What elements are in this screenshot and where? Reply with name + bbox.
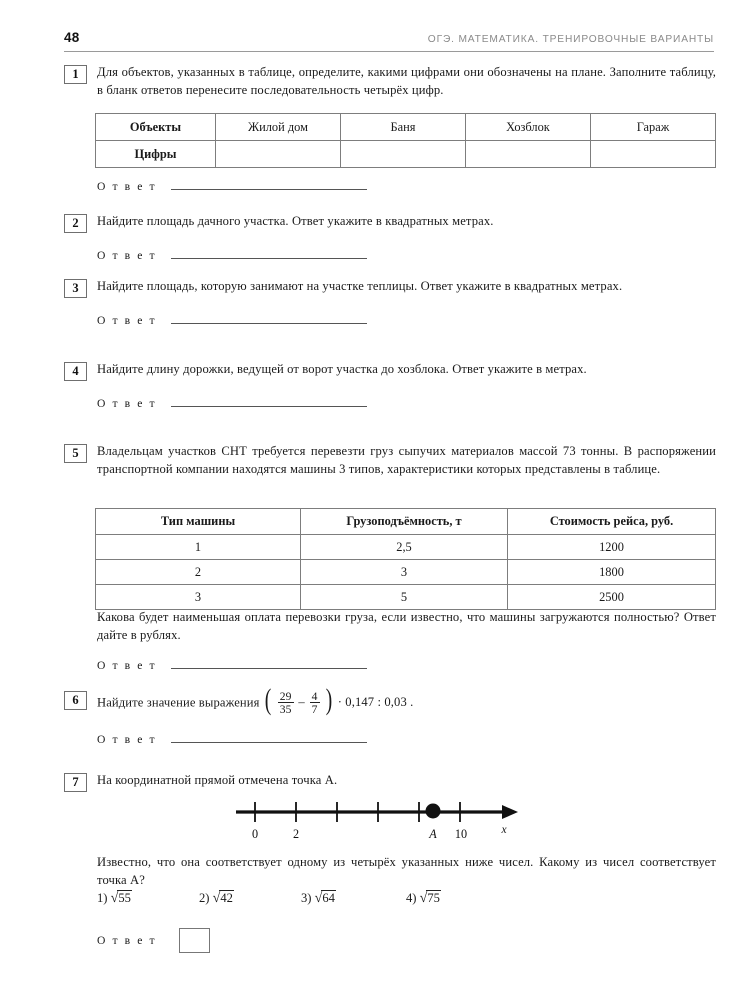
- task-6: [64, 683, 716, 746]
- trucks-col-header: Тип машины: [96, 509, 301, 535]
- truck-type-cell: 1: [96, 535, 301, 560]
- digits-row-header: Цифры: [96, 141, 216, 168]
- sqrt-icon: √55: [110, 891, 131, 906]
- header-title: ОГЭ. МАТЕМАТИКА. ТРЕНИРОВОЧНЫЕ ВАРИАНТЫ: [427, 34, 714, 45]
- object-cell: Гараж: [591, 114, 716, 141]
- option-2[interactable]: [199, 891, 301, 907]
- task-7-text: На координатной прямой отмечена точка A.: [97, 773, 338, 787]
- task-5-number: 5: [64, 444, 87, 463]
- task-6-expression: ( $\frac{29}{35}$ – $\frac{4}{7}$ ) · 0,147 : 0,03 .: [264, 683, 414, 717]
- answer-label: О т в е т: [97, 397, 157, 410]
- task-7-followup-text: Известно, что она соответствует одному из четырёх указанных ниже чисел. Какому из чисел соответствует точка A?: [97, 855, 716, 887]
- task-7-followup: [64, 854, 716, 889]
- option-1[interactable]: [97, 891, 199, 907]
- task-4: [64, 361, 716, 410]
- option-3[interactable]: [301, 891, 406, 907]
- table-row: [96, 114, 716, 141]
- sqrt-icon: √64: [314, 891, 335, 906]
- truck-cost-cell: 2500: [508, 585, 716, 610]
- table-row: [96, 535, 716, 560]
- task-4-text: Найдите длину дорожки, ведущей от ворот участка до хозблока. Ответ укажите в метрах.: [97, 362, 587, 376]
- option-4-radicand: 75: [427, 891, 440, 905]
- truck-cost-cell: 1800: [508, 560, 716, 585]
- answer-field-5[interactable]: [171, 667, 367, 669]
- number-line-figure: [232, 793, 522, 843]
- task-5-text: Владельцам участков СНТ требуется перевезти груз сыпучих материалов массой 73 тонны. В распоряжении транспортной компании находятся машины 3 типов, характеристики которых представлены в таблице.: [97, 444, 716, 476]
- task-7: [64, 772, 716, 792]
- tick-label-0: 0: [251, 827, 259, 841]
- answer-field-6[interactable]: [171, 741, 367, 743]
- fraction-4-7: $\frac{4}{7}$: [311, 689, 318, 717]
- task-1-answer: [64, 180, 716, 193]
- digit-input-cell[interactable]: [466, 141, 591, 168]
- answer-label: О т в е т: [97, 732, 157, 746]
- task-3: [64, 278, 716, 327]
- header-divider: [64, 51, 714, 52]
- option-4[interactable]: [406, 891, 441, 907]
- object-cell: Жилой дом: [216, 114, 341, 141]
- digit-input-cell[interactable]: [216, 141, 341, 168]
- objects-table: [95, 113, 716, 168]
- task-1-number: 1: [64, 65, 87, 84]
- truck-capacity-cell: 2,5: [301, 535, 508, 560]
- number-line-labels: [232, 793, 522, 843]
- expression-tail: · 0,147 : 0,03 .: [337, 695, 414, 710]
- sqrt-icon: √42: [212, 891, 233, 906]
- page-number: 48: [64, 30, 80, 45]
- task-6-text: Найдите значение выражения: [97, 695, 260, 710]
- task-6-number: 6: [64, 691, 87, 710]
- option-1-marker: 1): [97, 891, 108, 905]
- task-7-number: 7: [64, 773, 87, 792]
- table-row: [96, 141, 716, 168]
- tick-label-10: 10: [454, 827, 468, 841]
- sqrt-icon: √75: [419, 891, 440, 906]
- task-3-text: Найдите площадь, которую занимают на участке теплицы. Ответ укажите в квадратных метрах.: [97, 279, 623, 293]
- table-row: [96, 585, 716, 610]
- objects-row-header: Объекты: [96, 114, 216, 141]
- fraction-29-35: $\frac{29}{35}$: [279, 689, 292, 717]
- task-7-options: [64, 891, 716, 953]
- task-4-number: 4: [64, 362, 87, 381]
- truck-capacity-cell: 3: [301, 560, 508, 585]
- answer-box-7[interactable]: [179, 928, 210, 953]
- object-cell: Хозблок: [466, 114, 591, 141]
- answer-field-3[interactable]: [171, 322, 367, 324]
- option-3-radicand: 64: [322, 891, 335, 905]
- digit-input-cell[interactable]: [341, 141, 466, 168]
- option-3-marker: 3): [301, 891, 312, 905]
- option-2-radicand: 42: [220, 891, 233, 905]
- tick-label-2: 2: [292, 827, 300, 841]
- task-2: [64, 213, 716, 262]
- option-2-marker: 2): [199, 891, 210, 905]
- answer-label: О т в е т: [97, 934, 157, 947]
- task-2-text: Найдите площадь дачного участка. Ответ укажите в квадратных метрах.: [97, 214, 494, 228]
- answer-field-1[interactable]: [171, 188, 367, 190]
- truck-type-cell: 2: [96, 560, 301, 585]
- digit-input-cell[interactable]: [591, 141, 716, 168]
- truck-cost-cell: 1200: [508, 535, 716, 560]
- task-2-number: 2: [64, 214, 87, 233]
- trucks-col-header: Грузоподъёмность, т: [301, 509, 508, 535]
- table-row: [96, 560, 716, 585]
- task-5: [64, 443, 716, 478]
- trucks-table: [95, 508, 716, 610]
- task-5-followup-text: Какова будет наименьшая оплата перевозки груза, если известно, что машины загружаются полностью? Ответ дайте в рублях.: [97, 610, 716, 642]
- answer-label: О т в е т: [97, 659, 157, 673]
- option-4-marker: 4): [406, 891, 417, 905]
- page-header: [64, 30, 714, 45]
- answer-label: О т в е т: [97, 180, 157, 193]
- task-1: [64, 64, 716, 99]
- minus-operator: –: [298, 695, 305, 710]
- axis-label-x: x: [501, 824, 507, 836]
- answer-label: О т в е т: [97, 249, 157, 262]
- option-1-radicand: 55: [118, 891, 131, 905]
- truck-type-cell: 3: [96, 585, 301, 610]
- task-1-text: Для объектов, указанных в таблице, определите, какими цифрами они обозначены на плане. Заполните таблицу, в бланк ответов перенесите последовательность четырёх цифр.: [97, 65, 716, 97]
- object-cell: Баня: [341, 114, 466, 141]
- point-label-a: A: [429, 827, 437, 841]
- answer-field-2[interactable]: [171, 257, 367, 259]
- task-3-number: 3: [64, 279, 87, 298]
- answer-field-4[interactable]: [171, 405, 367, 407]
- truck-capacity-cell: 5: [301, 585, 508, 610]
- table-header-row: [96, 509, 716, 535]
- answer-label: О т в е т: [97, 314, 157, 327]
- task-5-followup: [64, 609, 716, 672]
- trucks-col-header: Стоимость рейса, руб.: [508, 509, 716, 535]
